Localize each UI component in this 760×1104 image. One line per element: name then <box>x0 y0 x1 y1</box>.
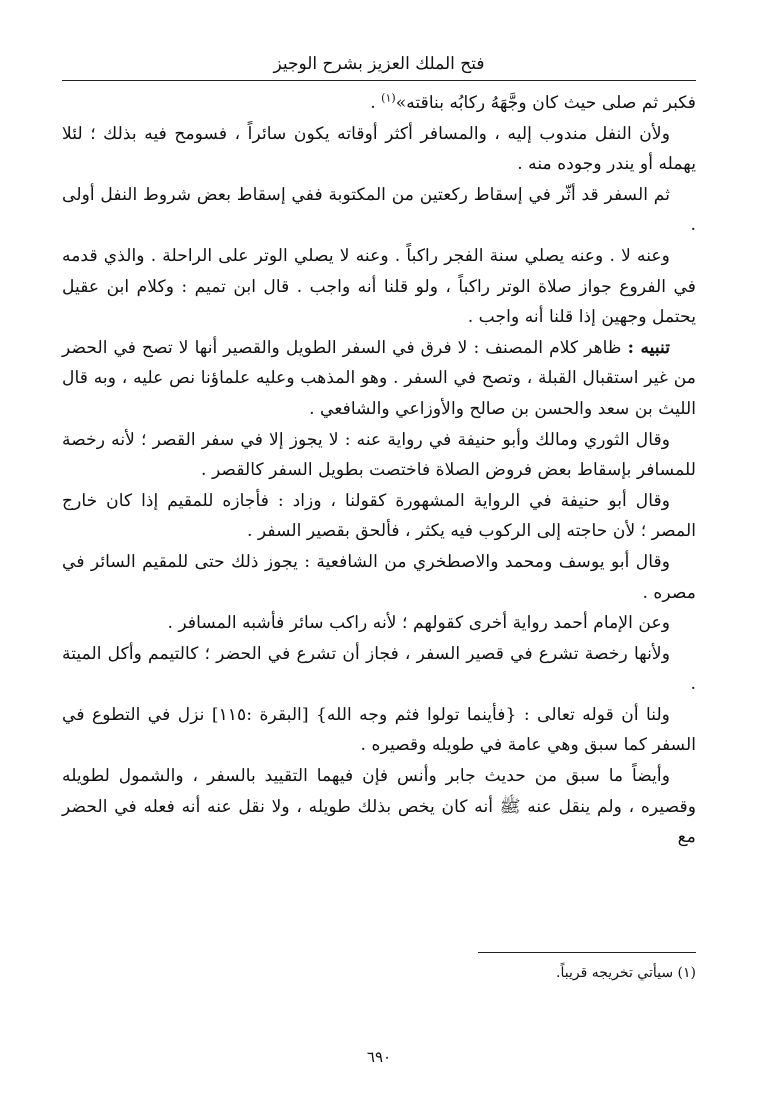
header-rule <box>62 80 696 81</box>
footnote: (١) سيأتي تخريجه قريباً. <box>556 965 696 981</box>
paragraph <box>62 88 696 119</box>
paragraph: وعن الإمام أحمد رواية أخرى كقولهم ؛ لأنه راكب سائر فأشبه المسافر . <box>167 613 670 634</box>
paragraph: وقال الثوري ومالك وأبو حنيفة في رواية عنه : لا يجوز إلا في سفر القصر ؛ لأنه رخصة للمسافر بإسقاط بعض فروض الصلاة فاختصت بطويل السفر كالقصر . <box>62 429 696 481</box>
paragraph-tail: . <box>370 93 382 113</box>
paragraph: وقال أبو يوسف ومحمد والاصطخري من الشافعية : يجوز ذلك حتى للمقيم السائر في مصره . <box>62 551 696 603</box>
paragraph-text: ظاهر كلام المصنف : لا فرق في السفر الطويل والقصير أنها لا تصح في الحضر من غير استقبال القبلة ، وتصح في السفر . وهو المذهب وعليه علماؤنا نص عليه ، وبه قال الليث بن سعد والحسن بن صالح والأوزاعي والشافعي . <box>62 337 696 419</box>
paragraph: ثم السفر قد أثّر في إسقاط ركعتين من المكتوبة ففي إسقاط بعض شروط النفل أولى . <box>62 184 696 236</box>
paragraph <box>62 333 696 425</box>
paragraph: وعنه لا . وعنه يصلي سنة الفجر راكباً . وعنه لا يصلي الوتر على الراحلة . والذي قدمه في الفروع جواز صلاة الوتر راكباً ، ولو قلنا أنه واجب . قال ابن تميم : وكلام ابن عقيل يحتمل وجهين إذا قلنا أنه واجب . <box>62 245 696 328</box>
note-label: تنبيه : <box>627 337 671 358</box>
paragraph: ولأنها رخصة تشرع في قصير السفر ، فجاز أن تشرع في الحضر ؛ كالتيمم وأكل الميتة . <box>62 643 696 695</box>
paragraph: وأيضاً ما سبق من حديث جابر وأنس فإن فيهما التقييد بالسفر ، والشمول لطويله وقصيره ، ولم ينقل عنه ﷺ أنه كان يخص بذلك طويله ، ولا نقل عنه أنه فعله في الحضر مع <box>62 766 696 848</box>
paragraph: ولنا أن قوله تعالى : {فأينما تولوا فثم وجه الله} [البقرة :١١٥] نزل في التطوع في السفر كما سبق وهي عامة في طويله وقصيره . <box>62 704 696 756</box>
footnote-rule <box>478 952 696 953</box>
running-header: فتح الملك العزيز بشرح الوجيز <box>273 54 485 74</box>
paragraph: ولأن النفل مندوب إليه ، والمسافر أكثر أوقاته يكون سائراً ، فسومح فيه بذلك ؛ لئلا يهمله أو يندر وجوده منه . <box>62 123 696 175</box>
paragraph-text: فكبر ثم صلى حيث كان وجَّهَهُ ركابُه بناقته» <box>395 93 696 113</box>
page-number: ٦٩٠ <box>366 1048 392 1066</box>
paragraph: وقال أبو حنيفة في الرواية المشهورة كقولنا ، وزاد : فأجازه للمقيم إذا كان خارج المصر ؛ لأن حاجته إلى الركوب فيه يكثر ، فألحق بقصير السفر . <box>62 490 696 542</box>
page-body <box>62 88 696 853</box>
footnote-reference[interactable]: (١) <box>381 91 396 105</box>
